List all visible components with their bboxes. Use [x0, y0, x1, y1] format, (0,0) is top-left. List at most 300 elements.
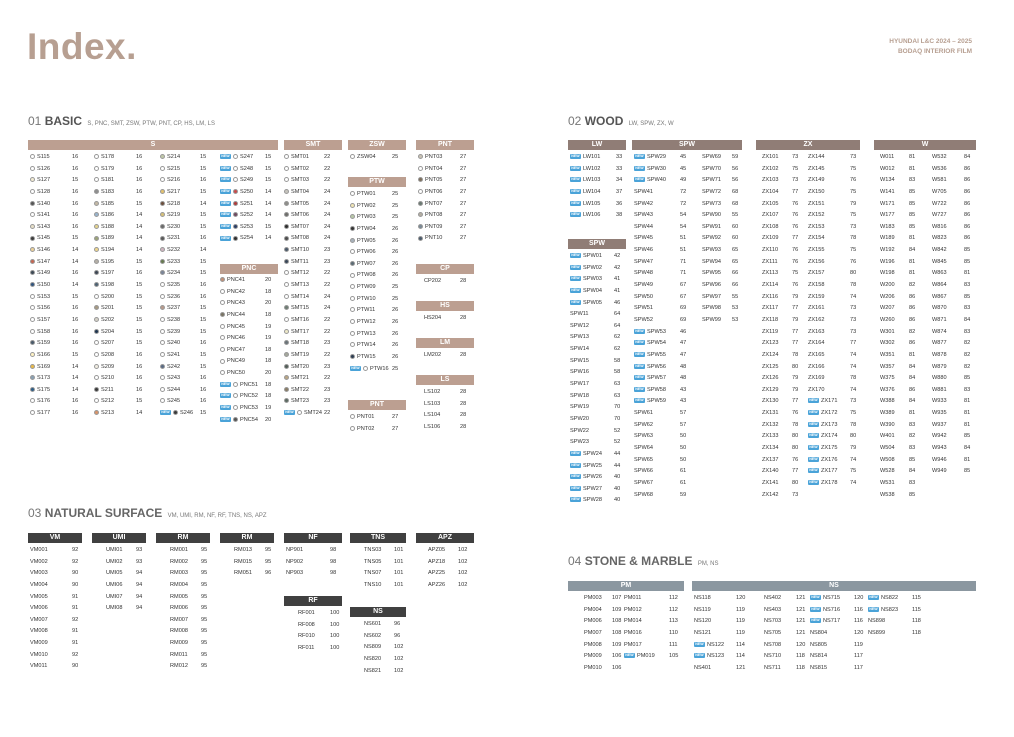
entry-code: S216 — [160, 175, 180, 187]
entry-code: SPW49 — [634, 282, 653, 289]
entry-code: NEW S252 — [221, 212, 254, 219]
entry-page: 81 — [909, 351, 916, 358]
entry-code: NEW SPW02 — [571, 264, 602, 271]
entry-code: ZX151 — [808, 200, 825, 207]
color-swatch-icon — [284, 375, 289, 380]
entry-page: 112 — [669, 595, 678, 601]
color-swatch-icon — [350, 238, 355, 243]
entry-page: 46 — [614, 299, 621, 306]
entry-page: 76 — [792, 258, 799, 265]
color-swatch-icon — [284, 177, 289, 182]
header-pm: PM — [568, 581, 684, 591]
entry-page: 14 — [136, 223, 143, 230]
entry-page: 18 — [265, 393, 272, 400]
entry-page: 42 — [614, 253, 621, 259]
entry-page: 14 — [200, 247, 207, 254]
entry-code: NEW NS823 — [869, 606, 899, 613]
entry-page: 22 — [324, 375, 331, 382]
entry-code: NEW SPW28 — [571, 497, 602, 504]
entry-code: NEW PM019 — [625, 653, 655, 660]
entry-code: ZX166 — [808, 363, 825, 370]
entry-code: NEW SPW58 — [635, 386, 666, 393]
entry-code: W177 — [880, 212, 895, 219]
entry-code: S146 — [30, 245, 50, 257]
entry-code: SMT08 — [284, 233, 309, 245]
new-badge: NEW — [221, 223, 230, 228]
entry-code: RM005 — [170, 593, 189, 600]
entry-code: NEW PNC52 — [221, 393, 259, 400]
entry-page: 26 — [392, 249, 399, 256]
color-swatch-icon — [173, 410, 178, 415]
entry-code: NS821 — [364, 667, 382, 674]
entry-page: 18 — [265, 381, 272, 388]
entry-code: SPW72 — [702, 188, 721, 195]
entry-page: 81 — [909, 154, 916, 160]
color-swatch-icon — [94, 224, 99, 229]
entry-code: S204 — [94, 327, 114, 339]
color-swatch-icon — [418, 166, 423, 171]
entry-page: 78 — [850, 421, 857, 428]
color-swatch-icon — [94, 340, 99, 345]
entry-code: ZX141 — [762, 479, 779, 486]
color-swatch-icon — [94, 212, 99, 217]
entry-page: 61 — [680, 468, 687, 475]
entry-code: NEW SPW25 — [571, 462, 602, 469]
entry-page: 101 — [394, 570, 404, 577]
entry-code: SPW11 — [570, 311, 589, 318]
entry-code: SMT10 — [284, 245, 309, 257]
entry-page: 117 — [854, 664, 863, 671]
entry-code: SMT12 — [284, 268, 309, 280]
entry-code: NEW SPW05 — [571, 299, 602, 306]
entry-page: 59 — [680, 491, 687, 498]
entry-code: S236 — [160, 292, 180, 304]
entry-code: W528 — [880, 468, 895, 475]
entry-code: S238 — [160, 315, 180, 327]
entry-page: 120 — [796, 641, 806, 648]
entry-code: SPW94 — [702, 258, 721, 265]
entry-code: VM001 — [30, 547, 48, 553]
section-basic — [28, 114, 215, 128]
entry-code: PNC46 — [220, 333, 245, 345]
entry-code: NS705 — [764, 629, 782, 636]
entry-page: 78 — [792, 351, 799, 358]
entry-code: W134 — [880, 177, 895, 184]
entry-code: SPW71 — [702, 177, 721, 184]
entry-code: S141 — [30, 210, 50, 222]
entry-page: 68 — [732, 188, 739, 195]
entry-page: 16 — [200, 235, 207, 242]
entry-code: W401 — [880, 433, 895, 440]
color-swatch-icon — [220, 359, 225, 364]
entry-page: 86 — [964, 200, 971, 207]
entry-code: SPW12 — [570, 322, 589, 329]
entry-code: S115 — [30, 152, 50, 164]
entry-page: 120 — [736, 595, 746, 601]
entry-page: 86 — [964, 177, 971, 184]
new-badge: NEW — [635, 363, 644, 368]
entry-page: 102 — [458, 558, 468, 565]
entry-code: NEW SPW55 — [635, 351, 666, 358]
entry-page: 121 — [796, 595, 806, 601]
entry-page: 85 — [909, 223, 916, 230]
entry-code: PNC50 — [220, 368, 245, 380]
header-pnt2: PNT — [348, 400, 406, 410]
entry-code: NS120 — [694, 618, 712, 625]
color-swatch-icon — [30, 340, 35, 345]
entry-code: SPW63 — [634, 433, 653, 440]
section-sub: VM, UMI, RM, NF, RF, TNS, NS, APZ — [167, 513, 267, 519]
color-swatch-icon — [94, 317, 99, 322]
entry-page: 76 — [792, 456, 799, 463]
entry-code: NEW S253 — [221, 223, 254, 230]
entry-page: 59 — [732, 154, 739, 160]
entry-code: SMT14 — [284, 292, 309, 304]
entry-page: 22 — [324, 282, 331, 289]
new-badge: NEW — [809, 398, 818, 403]
color-swatch-icon — [160, 352, 165, 357]
color-swatch-icon — [160, 294, 165, 299]
entry-code: W877 — [932, 340, 947, 347]
entry-page: 14 — [265, 200, 272, 207]
entry-code: ZSW04 — [350, 152, 376, 164]
entry-code: NS804 — [810, 629, 828, 636]
entry-page: 82 — [909, 433, 916, 440]
color-swatch-icon — [94, 352, 99, 357]
entry-page: 26 — [392, 237, 399, 244]
entry-code: W171 — [880, 200, 895, 207]
entry-page: 15 — [136, 328, 143, 335]
entry-code: PTW06 — [350, 247, 376, 259]
entry-code: PNT02 — [350, 424, 374, 436]
entry-code: LS106 — [424, 423, 441, 430]
new-badge: NEW — [635, 386, 644, 391]
entry-code: ZX129 — [762, 386, 779, 393]
color-swatch-icon — [220, 370, 225, 375]
entry-code: ZX150 — [808, 188, 825, 195]
entry-code: W878 — [932, 351, 947, 358]
entry-code: S149 — [30, 268, 50, 280]
color-swatch-icon — [160, 305, 165, 310]
entry-code: PM010 — [584, 664, 602, 671]
entry-page: 15 — [136, 258, 143, 265]
entry-page: 26 — [392, 272, 399, 279]
entry-code: W845 — [932, 258, 947, 265]
entry-code: SPW68 — [634, 491, 653, 498]
entry-page: 115 — [912, 606, 921, 613]
entry-code: NS899 — [868, 629, 886, 636]
entry-page: 16 — [72, 154, 79, 160]
entry-code: ZX155 — [808, 247, 825, 254]
entry-code: S147 — [30, 257, 50, 269]
entry-page: 118 — [796, 664, 805, 671]
entry-code: ZX132 — [762, 421, 779, 428]
entry-page: 16 — [72, 328, 79, 335]
color-swatch-icon — [160, 189, 165, 194]
header-ls: LS — [416, 375, 474, 385]
color-swatch-icon — [94, 387, 99, 392]
header-zx: ZX — [756, 140, 860, 150]
entry-page: 83 — [964, 305, 971, 312]
new-badge: NEW — [571, 212, 580, 217]
color-swatch-icon — [297, 410, 302, 415]
entry-code: W705 — [932, 188, 947, 195]
entry-page: 33 — [616, 154, 623, 160]
entry-page: 16 — [72, 212, 79, 219]
entry-code: ZX125 — [762, 363, 779, 370]
color-swatch-icon — [160, 212, 165, 217]
entry-code: S183 — [94, 187, 114, 199]
entry-code: PNC45 — [220, 322, 245, 334]
entry-code: W870 — [932, 305, 947, 312]
entry-page: 81 — [909, 235, 916, 242]
entry-code: SMT20 — [284, 362, 309, 374]
entry-code: W390 — [880, 421, 895, 428]
color-swatch-icon — [160, 270, 165, 275]
entry-page: 98 — [330, 547, 337, 553]
entry-page: 95 — [201, 651, 208, 658]
entry-code: W863 — [932, 270, 947, 277]
color-swatch-icon — [284, 387, 289, 392]
new-badge: NEW — [635, 165, 644, 170]
entry-page: 15 — [200, 258, 207, 265]
entry-code: SPW95 — [702, 270, 721, 277]
entry-code: NS703 — [764, 618, 782, 625]
entry-code: SPW73 — [702, 200, 721, 207]
entry-page: 68 — [732, 200, 739, 207]
entry-code: W581 — [932, 177, 947, 184]
entry-code: PTW07 — [350, 259, 376, 271]
color-swatch-icon — [350, 284, 355, 289]
entry-code: SPW47 — [634, 258, 653, 265]
entry-code: W375 — [880, 375, 895, 382]
entry-code: NEW SPW29 — [635, 154, 666, 160]
entry-code: SPW18 — [570, 392, 589, 399]
entry-code: SPW23 — [570, 439, 589, 446]
entry-code: S211 — [94, 385, 114, 397]
entry-code: ZX164 — [808, 340, 825, 347]
new-badge: NEW — [635, 351, 644, 356]
entry-code: ZX140 — [762, 468, 779, 475]
entry-code: NEW SPW01 — [571, 253, 602, 259]
entry-code: S198 — [94, 280, 114, 292]
entry-code: SPW65 — [634, 456, 653, 463]
entry-page: 27 — [392, 425, 399, 432]
color-swatch-icon — [220, 289, 225, 294]
color-swatch-icon — [284, 329, 289, 334]
entry-code: S153 — [30, 292, 50, 304]
entry-page: 16 — [136, 386, 143, 393]
color-swatch-icon — [350, 154, 355, 159]
entry-page: 83 — [964, 386, 971, 393]
entry-code: S128 — [30, 187, 50, 199]
entry-code: SPW43 — [634, 212, 653, 219]
entry-page: 28 — [460, 389, 467, 395]
entry-page: 119 — [854, 641, 863, 648]
entry-code: NS708 — [764, 641, 782, 648]
entry-code: RM013 — [234, 547, 253, 553]
entry-page: 15 — [200, 165, 207, 172]
entry-code: S202 — [94, 315, 114, 327]
color-swatch-icon — [94, 236, 99, 241]
color-swatch-icon — [233, 166, 238, 171]
color-swatch-icon — [94, 329, 99, 334]
color-swatch-icon — [30, 212, 35, 217]
entry-page: 27 — [460, 235, 467, 242]
entry-page: 26 — [392, 342, 399, 349]
entry-code: UMI06 — [106, 581, 123, 588]
color-swatch-icon — [94, 294, 99, 299]
entry-page: 98 — [330, 570, 337, 577]
header-s: S — [28, 140, 278, 150]
entry-code: NEW SPW27 — [571, 485, 602, 492]
color-swatch-icon — [284, 154, 289, 159]
new-badge: NEW — [221, 200, 230, 205]
entry-page: 101 — [394, 581, 404, 588]
entry-page: 18 — [265, 358, 272, 365]
entry-page: 95 — [201, 628, 208, 635]
entry-page: 119 — [736, 629, 745, 636]
entry-code: PM016 — [624, 629, 642, 636]
entry-page: 27 — [460, 188, 467, 195]
new-badge: NEW — [869, 595, 878, 600]
color-swatch-icon — [220, 312, 225, 317]
entry-code: S195 — [94, 257, 114, 269]
entry-code: ZX142 — [762, 491, 779, 498]
entry-page: 40 — [614, 474, 621, 481]
color-swatch-icon — [350, 307, 355, 312]
header-ptw: PTW — [348, 177, 406, 187]
entry-code: SMT07 — [284, 222, 309, 234]
section-name: BASIC — [44, 114, 83, 128]
entry-code: S215 — [160, 164, 180, 176]
entry-code: LS103 — [424, 400, 441, 407]
entry-code: W949 — [932, 468, 947, 475]
entry-page: 84 — [909, 375, 916, 382]
entry-page: 61 — [680, 479, 687, 486]
entry-code: W933 — [932, 398, 947, 405]
entry-code: PTW13 — [350, 329, 376, 341]
entry-code: W874 — [932, 328, 947, 335]
entry-code: RM051 — [234, 570, 253, 577]
color-swatch-icon — [284, 201, 289, 206]
entry-code: S209 — [94, 362, 114, 374]
entry-page: 95 — [201, 605, 208, 612]
entry-page: 106 — [612, 664, 622, 671]
entry-code: PM007 — [584, 629, 602, 636]
entry-page: 92 — [72, 651, 79, 658]
entry-code: ZX153 — [808, 223, 825, 230]
entry-code: PTW04 — [350, 224, 376, 236]
entry-page: 28 — [460, 400, 467, 407]
entry-page: 20 — [265, 277, 272, 283]
entry-code: W011 — [880, 154, 895, 160]
color-swatch-icon — [284, 236, 289, 241]
new-badge: NEW — [571, 154, 580, 159]
entry-code: NS119 — [694, 606, 711, 613]
entry-page: 102 — [458, 581, 468, 588]
entry-page: 78 — [850, 282, 857, 289]
entry-page: 118 — [912, 618, 921, 625]
entry-page: 15 — [265, 177, 272, 184]
entry-code: SPW17 — [570, 381, 589, 388]
entry-code: LM202 — [424, 352, 442, 358]
entry-code: NEW NS716 — [811, 606, 841, 613]
entry-page: 83 — [909, 479, 916, 486]
entry-page: 22 — [324, 351, 331, 358]
entry-code: ZX137 — [762, 456, 779, 463]
entry-page: 14 — [72, 247, 79, 254]
entry-code: S175 — [30, 385, 50, 397]
entry-code: S243 — [160, 373, 180, 385]
entry-code: NEW SPW54 — [635, 340, 666, 347]
entry-code: RM009 — [170, 640, 189, 647]
entry-page: 96 — [265, 570, 272, 577]
color-swatch-icon — [30, 294, 35, 299]
entry-code: SMT21 — [284, 373, 309, 385]
color-swatch-icon — [284, 364, 289, 369]
entry-code: SPW92 — [702, 235, 721, 242]
entry-page: 75 — [850, 247, 857, 254]
entry-code: UMI08 — [106, 605, 123, 612]
entry-page: 20 — [265, 416, 272, 423]
color-swatch-icon — [418, 224, 423, 229]
entry-page: 19 — [265, 405, 272, 412]
color-swatch-icon — [284, 305, 289, 310]
color-swatch-icon — [350, 249, 355, 254]
entry-code: VM010 — [30, 651, 48, 658]
entry-page: 84 — [909, 247, 916, 254]
entry-code: PM017 — [624, 641, 642, 648]
color-swatch-icon — [94, 154, 99, 159]
entry-code: S208 — [94, 350, 114, 362]
entry-page: 14 — [200, 200, 207, 207]
entry-page: 25 — [392, 295, 399, 302]
entry-code: SPW90 — [702, 212, 721, 219]
entry-code: SPW50 — [634, 293, 653, 300]
entry-code: PTW03 — [350, 212, 376, 224]
entry-page: 86 — [909, 340, 916, 347]
entry-code: SPW14 — [570, 346, 589, 353]
entry-page: 62 — [614, 346, 621, 353]
color-swatch-icon — [220, 300, 225, 305]
color-swatch-icon — [284, 294, 289, 299]
new-badge: NEW — [571, 462, 580, 467]
entry-page: 71 — [680, 258, 687, 265]
entry-page: 62 — [614, 334, 621, 341]
entry-code: NEW LW102 — [571, 165, 601, 172]
entry-page: 27 — [392, 414, 399, 420]
entry-page: 15 — [200, 305, 207, 312]
color-swatch-icon — [284, 224, 289, 229]
color-swatch-icon — [233, 382, 238, 387]
color-swatch-icon — [94, 375, 99, 380]
entry-code: NP903 — [286, 570, 304, 577]
entry-page: 14 — [136, 410, 143, 417]
entry-page: 80 — [792, 363, 799, 370]
entry-page: 22 — [324, 328, 331, 335]
entry-page: 118 — [796, 653, 805, 660]
entry-page: 86 — [964, 188, 971, 195]
entry-code: NEW NS717 — [811, 618, 841, 625]
entry-page: 44 — [614, 450, 621, 457]
color-swatch-icon — [350, 354, 355, 359]
entry-page: 15 — [200, 328, 207, 335]
color-swatch-icon — [160, 177, 165, 182]
color-swatch-icon — [418, 154, 423, 159]
entry-code: PTW12 — [350, 317, 376, 329]
entry-page: 47 — [680, 351, 687, 358]
